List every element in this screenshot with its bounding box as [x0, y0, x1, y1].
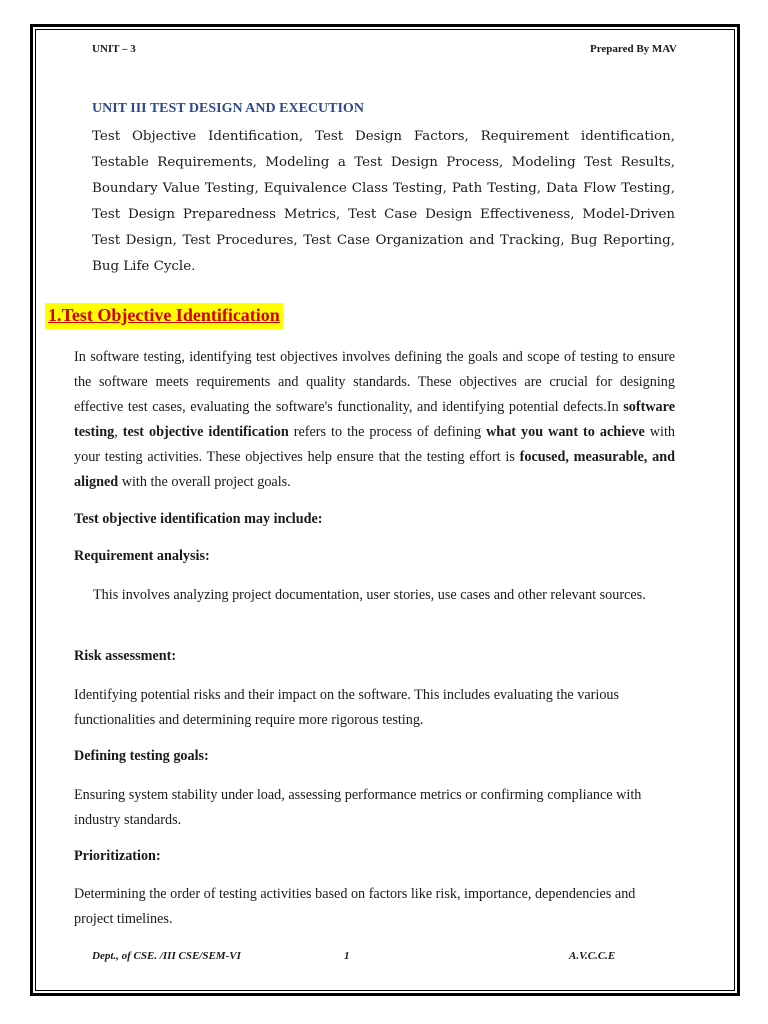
- footer-college: A.V.C.C.E: [569, 950, 616, 962]
- footer-dept: Dept., of CSE. /III CSE/SEM-VI: [92, 950, 241, 962]
- header-prepared-by: Prepared By MAV: [590, 43, 677, 55]
- intro-paragraph: In software testing, identifying test objectives involves defining the goals and scope of testing to ensure the software meets requirements and quality standards. These objectives are crucial for designing effective test cases, evaluating the software's functionality, and identifying potential defects.In software testing, test objective identification refers to the process of defining what you want to achieve with your testing activities. These objectives help ensure that the testing effort is focused, measurable, and aligned with the overall project goals.: [74, 349, 676, 490]
- item-label-prioritization: Prioritization:: [74, 848, 161, 864]
- syllabus-topics: Test Objective Identification, Test Design Factors, Requirement identification, Testable Requirements, Modeling a Test Design Process, Modeling Test Results, Boundary Value Testing, Equivalence Class Testing, Path Testing, Data Flow Testing, Test Design Preparedness Metrics, Test Case Design Effectiveness, Model-Driven Test Design, Test Procedures, Test Case Organization and Tracking, Bug Reporting, Bug Life Cycle.: [92, 129, 675, 274]
- item-text-prioritization: Determining the order of testing activities based on factors like risk, importance, dependencies and project timelines.: [74, 886, 636, 927]
- item-label-defining-testing-goals: Defining testing goals:: [74, 748, 209, 764]
- item-text-defining-testing-goals: Ensuring system stability under load, assessing performance metrics or confirming compliance with industry standards.: [74, 787, 642, 828]
- item-label-requirement-analysis: Requirement analysis:: [74, 548, 210, 564]
- unit-title: UNIT III TEST DESIGN AND EXECUTION: [92, 101, 364, 116]
- footer-page-number: 1: [344, 950, 350, 962]
- may-include-label: Test objective identification may include:: [74, 511, 323, 527]
- section-heading: 1.Test Objective Identification: [45, 303, 283, 329]
- item-text-risk-assessment: Identifying potential risks and their impact on the software. This includes evaluating the various functionalities and determining require more rigorous testing.: [74, 687, 620, 728]
- item-label-risk-assessment: Risk assessment:: [74, 648, 177, 664]
- header-unit: UNIT – 3: [92, 43, 136, 55]
- item-text-requirement-analysis: This involves analyzing project documentation, user stories, use cases and other relevant sources.: [93, 587, 646, 603]
